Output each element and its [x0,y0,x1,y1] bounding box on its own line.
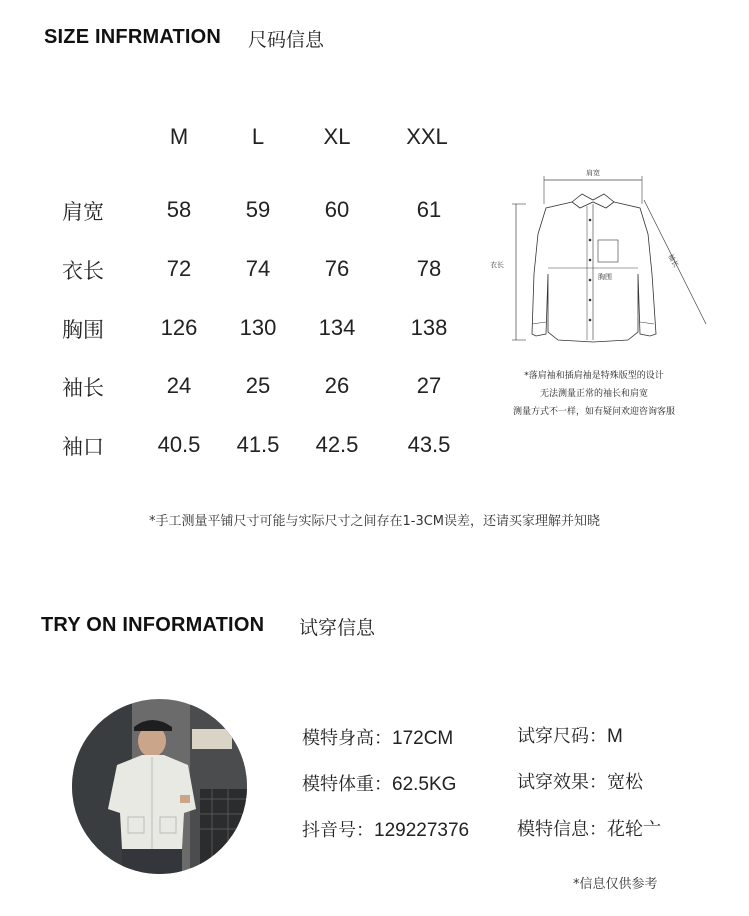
field-value: M [607,726,623,747]
diagram-label-length: 衣长 [490,261,504,269]
row-label-length: 衣长 [62,259,104,283]
diagram-label-chest: 胸围 [598,273,612,281]
diagram-note-line: 测量方式不一样，如有疑问欢迎咨询客服 [512,407,675,417]
table-cell: 41.5 [236,432,280,457]
field-model-height [302,724,453,750]
size-header-l: L [251,124,265,149]
table-cell: 26 [324,373,350,398]
diagram-note-line: 无法测量正常的袖长和肩宽 [539,389,648,399]
size-header-m: M [169,124,189,149]
field-label: 模特信息： [517,819,607,840]
field-model-info [517,815,661,841]
field-label: 模特体重： [302,774,392,795]
table-cell: 78 [416,256,442,281]
tryon-section-title-cn: 试穿信息 [299,617,376,639]
field-tryon-fit [517,768,643,794]
table-cell: 76 [324,256,350,281]
table-cell: 60 [324,197,350,222]
table-cell: 59 [245,197,271,222]
model-photo [72,699,247,874]
table-cell: 134 [318,315,356,340]
shirt-diagram [486,164,716,354]
field-label: 模特身高： [302,728,392,749]
size-section-title: SIZE INFRMATION [44,26,222,48]
row-label-chest: 胸围 [62,318,104,342]
table-cell: 126 [160,315,198,340]
table-cell: 42.5 [315,432,359,457]
size-table [0,0,470,470]
field-value: 129227376 [374,820,470,841]
field-douyin-id [302,816,469,842]
table-cell: 25 [245,373,271,398]
field-label: 试穿效果： [517,772,607,793]
row-label-cuff: 袖口 [62,435,104,459]
field-value: 172CM [392,728,454,749]
table-cell: 138 [410,315,448,340]
row-label-sleeve: 袖长 [62,376,104,400]
field-value: 62.5KG [392,774,457,795]
table-cell: 43.5 [407,432,451,457]
table-cell: 74 [245,256,271,281]
field-value: 花轮亠 [607,819,661,840]
tryon-footnote: *信息仅供参考 [573,877,658,892]
measurement-note: *手工测量平铺尺寸可能与实际尺寸之间存在1-3CM误差，还请买家理解并知晓 [148,514,601,529]
row-label-shoulder: 肩宽 [62,200,104,224]
table-cell: 72 [166,256,192,281]
diagram-note-line: *落肩袖和插肩袖是特殊版型的设计 [524,371,664,381]
table-cell: 130 [239,315,277,340]
field-label: 抖音号： [302,820,374,841]
field-value: 宽松 [607,772,643,793]
field-label: 试穿尺码： [517,726,607,747]
diagram-label-shoulder: 肩宽 [586,169,600,177]
diagram-notes [494,368,694,417]
table-cell: 24 [166,373,192,398]
table-cell: 40.5 [157,432,201,457]
model-avatar-icon [72,699,247,874]
field-tryon-size [517,722,623,748]
field-model-weight [302,770,456,796]
table-cell: 27 [416,373,442,398]
tryon-section-title: TRY ON INFORMATION [41,614,265,636]
size-header-xxl: XXL [406,124,448,149]
table-cell: 61 [416,197,442,222]
size-section-title-cn: 尺码信息 [248,29,325,51]
table-cell: 58 [166,197,192,222]
shirt-outline-icon [486,164,716,354]
size-header-xl: XL [323,124,351,149]
diagram-label-sleeve: 袖长 [666,252,680,270]
